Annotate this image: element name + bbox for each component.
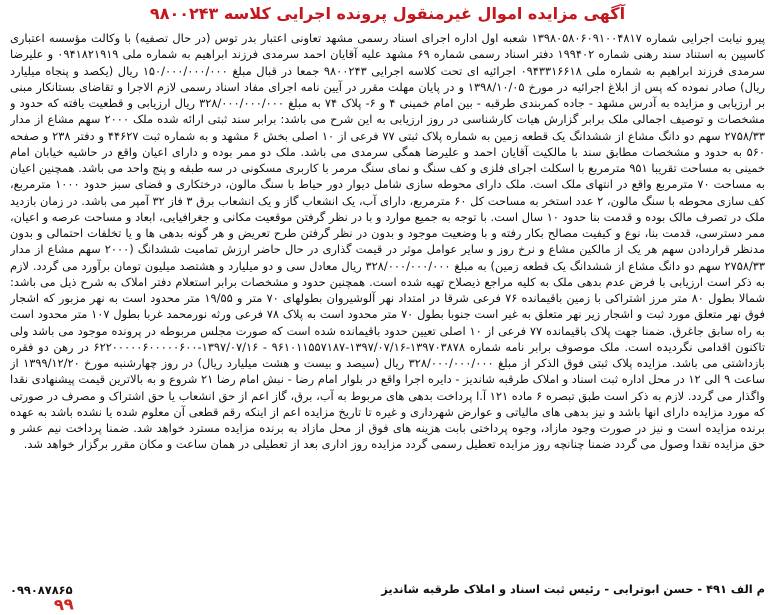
notice-signature: م الف ۴۹۱ - حسن ابوترابی - رئیس ثبت اسناد و املاک طرقبه شاندیز: [381, 582, 765, 596]
handwritten-stamp: ۹۹: [53, 594, 75, 615]
notice-body-text: پیرو نیابت اجرایی شماره ۱۳۹۸۰۵۸۰۶۰۹۱۰۰۴۸۱۷ شعبه اول اداره اجرای اسناد رسمی مشهد تعاونی اعتبار بدر توس (در حال تصفیه) با وکالت مؤسسه اعتباری کاسپین به استناد سند رهنی شماره ۱۹۹۴۰۲ دفتر اسناد رسمی شماره ۶۹ مشهد علیه آقایان احمد سرمدی فرزند ابراهیم به شماره ملی ۰۹۴۱۸۲۱۹۱۹ و علیرضا سرمدی فرزند ابراهیم به شماره ملی ۰۹۴۳۳۱۶۶۱۸ اجرائیه ای تحت کلاسه اجرایی ۹۸۰۰۲۴۳ جمعا در قبال مبلغ ۱۵۰/۰۰۰/۰۰۰/۰۰۰ ریال (یکصد و پنجاه میلیارد ریال) صادر نموده که پس از ابلاغ اجرائیه در مورخ ۱۳۹۸/۱۰/۰۵ و در پایان مهلت مقرر در آیین نامه اجرای مفاد اسناد رسمی لازم الاجرا و تقاضای بستانکار مبنی بر ارزیابی و مزایده به آدرس مشهد - جاده کمربندی طرقبه - بین امام خمینی ۴ و ۶- پلاک ۷۴ به مبلغ ۳۲۸/۰۰۰/۰۰۰/۰۰۰ ریال ارزیابی و قطعیت یافته که حدود و مشخصات و توصیف اجمالی ملک برابر گزارش هیات کارشناسی در روز ارزیابی به این شرح می باشد: برابر سند ثبتی ارائه شده ملک ۲۰۰۰ سهم مشاع از مدار ۲۷۵۸/۳۳ سهم دو دانگ مشاع از ششدانگ یک قطعه زمین به شماره پلاک ثبتی ۷۷ فرعی از ۱۰ اصلی بخش ۶ مشهد و به شماره ثبت ۴۴۶۲۷ و دفتر ۲۳۸ و صفحه ۵۶۰ به حدود و مشخصات مطابق سند با مالکیت آقایان احمد و علیرضا همگی سرمدی می باشد. ملک دو ممر بوده و دارای اعیان واقع در حاشیه خیابان امام خمینی به مساحت تقریبا ۹۵۱ مترمربع با اسکلت اجرای فلزی و کف سنگ و نمای سنگ مرمر با کاربری مسکونی در سه طبقه و پنج واحد می باشد. همچنین اعیان به مساحت ۷۰ مترمربع واقع در انتهای ملک است. ملک دارای محوطه سازی شامل دیوار دور حیاط با سنگ مالون، درختکاری و فضای سبز حدود ۱۰۰۰ مترمربع، کف سازی محوطه با سنگ مالون، ۲ عدد استخر به مساحت کل ۶۰ مترمربع، دارای آب، یک انشعاب گاز و یک انشعاب برق ۳ فاز ۳۲ آمپر می باشد. در زمان بازدید ملک در تصرف مالک بوده و قدمت بنا حدود ۱۰ سال است. با توجه به جمیع موارد و با در نظر گرفتن موقعیت مکانی و جغرافیایی، ابعاد و مساحت عرصه و اعیان، ممر دسترسی، قدمت بنا، نوع و کیفیت مصالح بکار رفته و با وضعیت موجود و بدون در نظر گرفتن طرح تعریض و هر گونه بدهی ها و یا تخلفات احتمالی و بدون مدنظر قراردادن سهم هر یک از مالکین مشاع و نرخ روز و سایر عوامل موثر در قیمت گذاری در حال حاضر ارزش تمامیت ششدانگ (۲۰۰۰ سهم مشاع از مدار ۲۷۵۸/۳۳ سهم دو دانگ مشاع از ششدانگ یک قطعه زمین) به مبلغ ۳۲۸/۰۰۰/۰۰۰/۰۰۰ ریال معادل سی و دو میلیارد و هشتصد میلیون تومان برآورد می گردد. لازم به ذکر است ارزیابی با فرض عدم بدهی ملک به کلیه مراجع ذیصلاح تهیه شده است. همچنین حدود و مشخصات برابر استعلام دفتر املاک به شرح ذیل می باشد: شمالا بطول ۸۰ متر مرز اشتراکی با زمین باقیمانده ۷۶ فرعی شرقا در امتداد نهر آلوشیروان بطولهای ۷۰ متر و ۱۹/۵۵ متر محدود است به نهر مزبور که اشجار فوق نهر متعلق مورد ثبت و اشجار زیر نهر متعلق به غیر است جنوبا بطول ۷۰ متر محدود است به پلاک ۷۸ فرعی ورثه نورمحمد غربا بطول ۱۰۷ متر محدود است به راه سابق جاغرق. ضمنا جهت پلاک باقیمانده ۷۷ فرعی از ۱۰ اصلی تعیین حدود باقیمانده شده است که صورت مجلس مربوطه در پرونده موجود می باشد ولی تاکنون اقدامی نگردیده است. ملک موصوف برابر نامه شماره ۱۳۹۷۰۳۸۷۸-۱۳۹۷/۰۷/۱۶-۹۶۱۰۱۱۵۵۷۱۸۷ - ۱۳۹۷/۰۷/۱۶-۶۲۲۰۰۰۰۰۶۰۰۰۰۰۶۰۰ در رهن دو فقره بازداشتی می باشد. مزایده پلاک ثبتی فوق الذکر از مبلغ ۳۲۸/۰۰۰/۰۰۰/۰۰۰ ریال (سیصد و بیست و هشت میلیارد ریال) در روز چهارشنبه مورخ ۱۳۹۹/۱۲/۲۰ از ساعت ۹ الی ۱۲ در محل اداره ثبت اسناد و املاک طرقبه شاندیز - دایره اجرا واقع در بلوار امام رضا - نبش امام رضا ۲۱ شروع و به بالاترین قیمت پیشنهادی نقدا واگذار می گردد. لازم به ذکر است طبق تبصره ۶ ماده ۱۲۱ آ.ا پرداخت بدهی های مربوط به آب، برق، گاز اعم از حق انشعاب یا حق اشتراک و مصرف در صورتی که مورد مزایده دارای انها باشد و نیز بدهی های مالیاتی و عوارض شهرداری و غیره تا تاریخ مزایده اعم از اینکه رقم قطعی آن معلوم شده یا نشده باشد به عهده برنده مزایده است و نیز در صورت وجود مازاد، وجوه پرداختی بابت هزینه های فوق از محل مازاد به برنده مزایده مسترد خواهد شد. ضمنا پرداخت نیم عشر و حق مزایده نقدا وصول می گردد ضمنا چنانچه روز مزایده تعطیل رسمی گردد مزایده روز اداری بعد از تعطیلی در همان ساعت و مکان مقرر برگزار خواهد شد.: [10, 31, 765, 452]
notice-code: ۰۹۹۰۸۷۸۶۵: [10, 583, 73, 597]
notice-body: [10, 30, 765, 586]
notice-title: آگهی مزایده اموال غیرمنقول پرونده اجرایی کلاسه ۹۸۰۰۲۴۳: [149, 4, 626, 23]
